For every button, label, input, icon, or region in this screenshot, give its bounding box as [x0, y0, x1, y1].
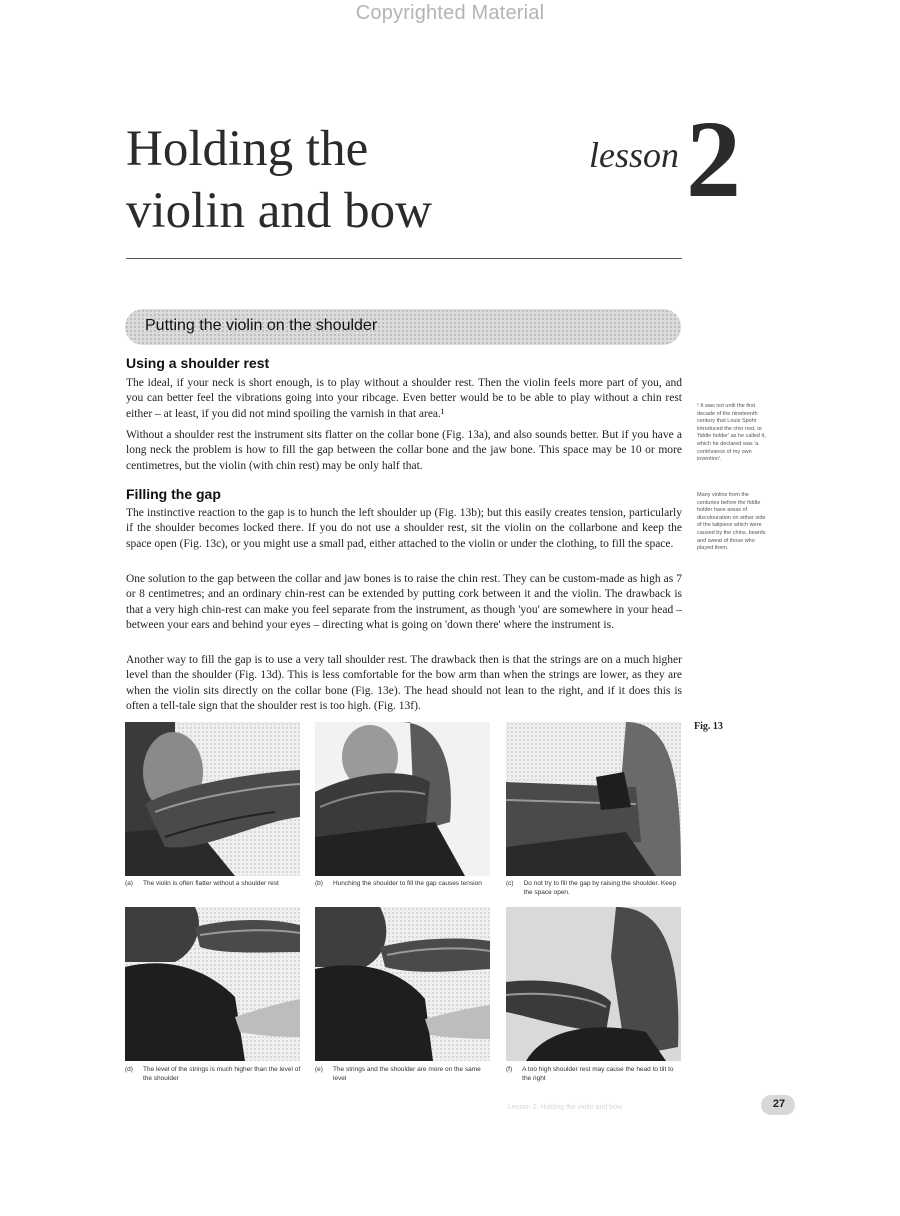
caption-letter: (e)	[315, 1066, 323, 1073]
caption-13a	[125, 879, 303, 888]
caption-letter: (c)	[506, 880, 514, 887]
paragraph: The instinctive reaction to the gap is to hunch the left shoulder up (Fig. 13b); but this easily creates tension, particularly if the shoulder becomes locked there. If you do not use a shoulder rest, sit the violin on the collarbone and keep the space open (Fig. 13c), or you might use a small pad, either attached to the violin or under the clothing, to fill the space.	[126, 507, 682, 550]
photo-13c	[506, 722, 681, 876]
caption-letter: (a)	[125, 880, 133, 887]
photo-13e	[315, 907, 490, 1061]
paragraph: The ideal, if your neck is short enough, is to play without a shoulder rest. Then the violin feels more part of you, and you can better feel the vibrations going into your ribcage. Even better would be to be able to play without a chin rest either – at least, if you did not mind spoiling the varnish in that area.¹	[126, 377, 682, 420]
caption-13b	[315, 879, 493, 888]
title-divider	[126, 258, 682, 259]
chapter-title-line-1: Holding the	[126, 121, 369, 177]
chapter-title	[126, 118, 596, 242]
caption-text: The violin is often flatter without a shoulder rest	[142, 880, 279, 887]
caption-13c	[506, 879, 684, 897]
sidenote: ¹ It was not until the first decade of the nineteenth century that Louis Spohr introduced the chin rest, or 'fiddle holder' as he called it, which he declared was 'a contrivance of my own invention'.	[697, 403, 766, 463]
running-footer: Lesson 2: Holding the violin and bow	[508, 1104, 623, 1111]
section-heading: Putting the violin on the shoulder	[145, 317, 378, 334]
photo-13b	[315, 722, 490, 876]
caption-letter: (b)	[315, 880, 323, 887]
caption-text: Do not try to fill the gap by raising the shoulder. Keep the space open.	[523, 880, 677, 896]
chapter-title-line-2: violin and bow	[126, 183, 432, 239]
caption-13f	[506, 1065, 684, 1083]
caption-letter: (f)	[506, 1066, 513, 1073]
paragraph: One solution to the gap between the collar and jaw bones is to raise the chin rest. They can be custom-made as high as 7 or 8 centimetres; and an ordinary chin-rest can be extended by putting cork between it and the violin. The drawback is that a very high chin-rest can make you feel separate from the instrument, as though 'you' are somewhere in your head – between your ears and behind your eyes – directing what is going on 'down there' where the instrument is.	[126, 573, 682, 631]
caption-text: The level of the strings is much higher than the level of the shoulder	[142, 1066, 301, 1082]
caption-text: The strings and the shoulder are more on the same level	[332, 1066, 481, 1082]
subheading-filling-gap: Filling the gap	[126, 486, 221, 502]
caption-13e	[315, 1065, 493, 1083]
photo-13d	[125, 907, 300, 1061]
figure-label: Fig. 13	[694, 721, 723, 732]
subheading-shoulder-rest: Using a shoulder rest	[126, 355, 270, 371]
paragraph: Another way to fill the gap is to use a very tall shoulder rest. The drawback then is that the strings are on a much higher level than the shoulder (Fig. 13d). This is less comfortable for the bow arm than when the strings are lower, as they are when the violin sits directly on the collar bone (Fig. 13e). The head should not lean to the right, and if it does this is often a tell-tale sign that the shoulder rest is too high. (Fig. 13f).	[126, 654, 682, 712]
caption-13d	[125, 1065, 303, 1083]
lesson-label: lesson	[589, 135, 679, 175]
caption-text: A too high shoulder rest may cause the head to tilt to the right	[522, 1066, 674, 1082]
caption-letter: (d)	[125, 1066, 133, 1073]
caption-text: Hunching the shoulder to fill the gap causes tension	[332, 880, 482, 887]
copyright-watermark: Copyrighted Material	[355, 2, 545, 24]
paragraph: Without a shoulder rest the instrument sits flatter on the collar bone (Fig. 13a), and also sounds better. But if you have a long neck the problem is how to fill the gap between the collar bone and the jaw bone. This space may be 10 or more centimetres, but the violin (with chin rest) may be only half that.	[126, 429, 682, 472]
sidenote: Many violins from the centuries before the fiddle holder have areas of discolouration on either side of the tailpiece which were caused by the chins, beards and sweat of those who played them.	[697, 492, 766, 552]
page-number: 27	[772, 1098, 786, 1110]
photo-13a	[125, 722, 300, 876]
lesson-number: 2	[686, 98, 741, 220]
photo-13f	[506, 907, 681, 1061]
